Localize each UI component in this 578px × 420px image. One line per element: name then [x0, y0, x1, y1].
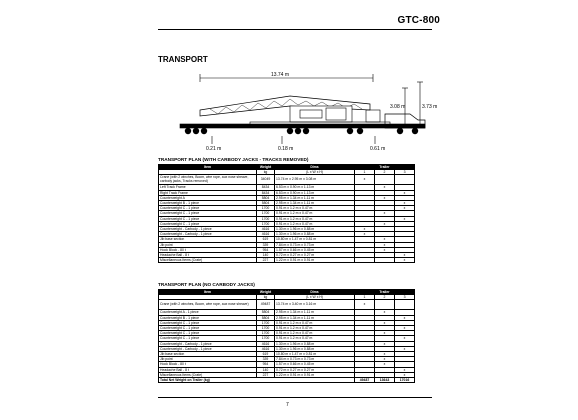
header-trailer: Trailer — [355, 290, 415, 295]
model-title: GTC-800 — [397, 15, 440, 26]
row-trailer-3-mark — [395, 300, 415, 310]
row-weight: 1700 — [257, 211, 275, 216]
row-weight: 1700 — [257, 216, 275, 221]
table1-body — [159, 175, 415, 263]
row-weight: 227 — [257, 372, 275, 377]
row-item-name: Jib base section — [159, 352, 257, 357]
row-trailer-2-mark: x — [375, 195, 395, 200]
row-trailer-3-mark: x — [395, 206, 415, 211]
row-weight: 619 — [257, 237, 275, 242]
row-weight: 4616 — [257, 346, 275, 351]
row-item-name: Hook Block - 80 t — [159, 247, 257, 252]
row-trailer-2-mark: x — [375, 237, 395, 242]
header-item: Item — [159, 290, 257, 295]
section-title: TRANSPORT — [158, 55, 208, 64]
header-dims: Dims — [275, 165, 355, 170]
body-height-label: 3.08 m — [390, 104, 406, 110]
row-item-name: Crane (with 2 winches, Boom, wire rope, aux nose sheave, carbody jacks, Tracks removed) — [159, 175, 257, 185]
row-item-name: Jib point — [159, 357, 257, 362]
header-rule — [158, 29, 432, 30]
row-weight: 954 — [257, 362, 275, 367]
row-dims: 1.22 m x 0.91 m x 0.91 m — [275, 372, 355, 377]
row-weight: 4616 — [257, 232, 275, 237]
trailer-deck — [180, 124, 425, 128]
row-item-name: Counterweight C - 1 piece — [159, 216, 257, 221]
row-dims: 0.91 m x 1.2 m x 0.47 m — [275, 216, 355, 221]
row-item-name: Right Track Frame — [159, 190, 257, 195]
row-weight: 1700 — [257, 336, 275, 341]
row-dims: 6.53 m x 0.90 m x 1.13 m — [275, 185, 355, 190]
row-dims: 2.95 m x 1.34 m x 1.11 m — [275, 315, 355, 320]
row-item-name: Counterweight - Carbody - 1 piece — [159, 341, 257, 346]
row-weight: 1700 — [257, 331, 275, 336]
row-trailer-2-mark: x — [375, 221, 395, 226]
row-dims: 0.91 m x 1.2 m x 0.47 m — [275, 211, 355, 216]
row-trailer-2-mark: x — [375, 185, 395, 190]
row-weight: 34049 — [257, 175, 275, 185]
row-item-name: Counterweight - Carbody - 1 piece — [159, 227, 257, 232]
table-row — [159, 175, 415, 185]
table-row — [159, 300, 415, 310]
header-item: Item — [159, 165, 257, 170]
row-item-name: Jib base section — [159, 237, 257, 242]
header-weight: Weight — [257, 290, 275, 295]
row-dims: 13.74 m x 2.95 m x 3.08 m — [275, 175, 355, 185]
row-trailer-2-mark: x — [375, 242, 395, 247]
row-weight: 4616 — [257, 227, 275, 232]
row-item-name: Miscellaneous Items (Crate) — [159, 372, 257, 377]
row-weight: 339 — [257, 357, 275, 362]
row-weight: 5804 — [257, 310, 275, 315]
row-dims: 1.57 m x 0.66 m x 0.45 m — [275, 362, 355, 367]
row-trailer-3-mark: x — [395, 253, 415, 258]
row-item-name: Counterweight - Carbody - 1 piece — [159, 232, 257, 237]
row-dims: 1.30 m x 1.96 m x 0.88 m — [275, 232, 355, 237]
row-item-name: Headache Ball - 8 t — [159, 253, 257, 258]
row-trailer-2-mark: x — [375, 310, 395, 315]
row-item-name: Headache Ball - 8 t — [159, 367, 257, 372]
total-height-label: 3.73 m — [422, 104, 438, 110]
left-clearance-label: 0.21 m — [206, 146, 222, 152]
row-dims: 0.91 m x 1.2 m x 0.47 m — [275, 206, 355, 211]
right-clearance-label: 0.61 m — [370, 146, 386, 152]
overall-length-label: 13.74 m — [270, 72, 290, 78]
row-dims: 0.72 m x 0.27 m x 0.27 m — [275, 367, 355, 372]
subheader-dims-format: (L x W x H) — [275, 295, 355, 300]
row-trailer-3-mark: x — [395, 258, 415, 263]
table2-body — [159, 300, 415, 378]
row-weight: 5804 — [257, 315, 275, 320]
row-weight: 1700 — [257, 221, 275, 226]
total-trailer-2: 13643 — [375, 378, 395, 383]
row-trailer-3-mark: x — [395, 372, 415, 377]
operator-cab — [366, 110, 380, 122]
row-dims: 1.30 m x 1.96 m x 0.88 m — [275, 227, 355, 232]
row-weight: 619 — [257, 352, 275, 357]
row-item-name: Counterweight A - 1 piece — [159, 310, 257, 315]
row-trailer-2-mark: x — [375, 211, 395, 216]
row-dims: 0.91 m x 1.2 m x 0.47 m — [275, 336, 355, 341]
row-dims: 10.80 m x 1.47 m x 0.81 m — [275, 237, 355, 242]
row-weight: 4616 — [257, 341, 275, 346]
row-trailer-2-mark: x — [375, 331, 395, 336]
total-trailer-3: 17016 — [395, 378, 415, 383]
row-trailer-3-mark — [395, 175, 415, 185]
row-weight: 5804 — [257, 201, 275, 206]
row-dims: 1.30 m x 1.96 m x 0.88 m — [275, 341, 355, 346]
row-weight: 954 — [257, 247, 275, 252]
transport-plan-table-carbody-jacks — [158, 164, 415, 263]
row-trailer-3-mark: x — [395, 367, 415, 372]
row-dims: 2.95 m x 1.34 m x 1.11 m — [275, 310, 355, 315]
row-trailer-1-mark: x — [355, 232, 375, 237]
row-weight: 8434 — [257, 190, 275, 195]
row-item-name: Counterweight C - 1 piece — [159, 320, 257, 325]
row-dims: 0.91 m x 1.2 m x 0.47 m — [275, 320, 355, 325]
row-weight: 49487 — [257, 300, 275, 310]
row-item-name: Counterweight C - 1 piece — [159, 336, 257, 341]
row-item-name: Counterweight B - 1 piece — [159, 201, 257, 206]
row-weight: 1700 — [257, 320, 275, 325]
header-dims: Dims — [275, 290, 355, 295]
row-trailer-3-mark: x — [395, 315, 415, 320]
subheader-dims-format: (L x W x H) — [275, 170, 355, 175]
row-trailer-3-mark: x — [395, 216, 415, 221]
row-weight: 8434 — [257, 185, 275, 190]
row-item-name: Hook Block - 80 t — [159, 362, 257, 367]
row-trailer-1-mark: x — [355, 300, 375, 310]
row-dims: 0.72 m x 0.27 m x 0.27 m — [275, 253, 355, 258]
row-weight: 140 — [257, 253, 275, 258]
row-dims: 2.95 m x 1.34 m x 1.11 m — [275, 195, 355, 200]
row-trailer-2-mark — [375, 300, 395, 310]
header-weight: Weight — [257, 165, 275, 170]
table2-title: TRANSPORT PLAN (NO CARBODY JACKS) — [158, 282, 255, 287]
row-dims: 7.84 m x 0.73 m x 0.73 m — [275, 242, 355, 247]
row-trailer-1-mark: x — [355, 227, 375, 232]
total-row — [159, 378, 415, 383]
row-trailer-3-mark: x — [395, 201, 415, 206]
mid-clearance-label: 0.18 m — [278, 146, 294, 152]
total-label: Total Net Weight on Trailer (kg) — [159, 378, 355, 383]
row-dims: 7.84 m x 0.73 m x 0.73 m — [275, 357, 355, 362]
subheader-trailer-2: 2 — [375, 170, 395, 175]
table1-title: TRANSPORT PLAN (WITH CARBODY JACKS - TRACKS REMOVED) — [158, 157, 309, 162]
row-item-name: Counterweight C - 1 piece — [159, 326, 257, 331]
subheader-weight-unit: kg — [257, 295, 275, 300]
row-trailer-2-mark: x — [375, 357, 395, 362]
row-dims: 1.57 m x 0.66 m x 0.45 m — [275, 247, 355, 252]
row-trailer-2-mark: x — [375, 320, 395, 325]
row-item-name: Counterweight B - 1 piece — [159, 315, 257, 320]
row-dims: 0.91 m x 1.2 m x 0.47 m — [275, 221, 355, 226]
row-trailer-1-mark — [355, 258, 375, 263]
row-trailer-2-mark: x — [375, 341, 395, 346]
row-item-name: Counterweight C - 1 piece — [159, 221, 257, 226]
row-trailer-3-mark: x — [395, 346, 415, 351]
row-item-name: Counterweight - Carbody - 1 piece — [159, 346, 257, 351]
crane-upperworks — [290, 106, 352, 122]
row-trailer-3-mark: x — [395, 336, 415, 341]
row-item-name: Counterweight C - 1 piece — [159, 211, 257, 216]
row-weight: 1700 — [257, 206, 275, 211]
subheader-trailer-3: 3 — [395, 170, 415, 175]
row-trailer-3-mark: x — [395, 190, 415, 195]
row-item-name: Miscellaneous Items (Crate) — [159, 258, 257, 263]
row-weight: 1700 — [257, 326, 275, 331]
row-dims: 1.22 m x 0.91 m x 0.91 m — [275, 258, 355, 263]
row-item-name: Jib point — [159, 242, 257, 247]
subheader-trailer-2: 2 — [375, 295, 395, 300]
row-item-name: Counterweight A — [159, 195, 257, 200]
row-item-name: Left Track Frame — [159, 185, 257, 190]
row-dims: 0.91 m x 1.2 m x 0.47 m — [275, 326, 355, 331]
row-dims: 13.74 m x 3.40 m x 3.16 m — [275, 300, 355, 310]
row-weight: 339 — [257, 242, 275, 247]
header-trailer: Trailer — [355, 165, 415, 170]
transport-plan-table-no-carbody-jacks — [158, 289, 415, 383]
total-trailer-1: 49487 — [355, 378, 375, 383]
footer-rule — [158, 397, 432, 398]
row-trailer-2-mark — [375, 258, 395, 263]
row-trailer-2-mark: x — [375, 247, 395, 252]
subheader-weight-unit: kg — [257, 170, 275, 175]
row-dims: 1.30 m x 1.96 m x 0.88 m — [275, 346, 355, 351]
subheader-trailer-3: 3 — [395, 295, 415, 300]
row-weight: 227 — [257, 258, 275, 263]
page-number: 7 — [286, 402, 289, 408]
row-trailer-3-mark: x — [395, 326, 415, 331]
row-trailer-1-mark: x — [355, 175, 375, 185]
table-row — [159, 258, 415, 263]
crane-transport-drawing — [170, 66, 438, 152]
row-dims: 10.80 m x 1.47 m x 0.81 m — [275, 352, 355, 357]
row-weight: 5804 — [257, 195, 275, 200]
row-item-name: Counterweight C - 1 piece — [159, 331, 257, 336]
row-dims: 6.53 m x 0.90 m x 1.13 m — [275, 190, 355, 195]
subheader-trailer-1: 1 — [355, 170, 375, 175]
row-trailer-2-mark: x — [375, 352, 395, 357]
row-item-name: Counterweight C - 1 piece — [159, 206, 257, 211]
row-trailer-2-mark — [375, 175, 395, 185]
row-trailer-2-mark: x — [375, 362, 395, 367]
row-dims: 0.91 m x 1.2 m x 0.47 m — [275, 331, 355, 336]
subheader-trailer-1: 1 — [355, 295, 375, 300]
row-dims: 2.95 m x 1.34 m x 1.11 m — [275, 201, 355, 206]
row-weight: 140 — [257, 367, 275, 372]
row-item-name: Crane (with 2 winches, Boom, wire rope, aux nose sheave) — [159, 300, 257, 310]
